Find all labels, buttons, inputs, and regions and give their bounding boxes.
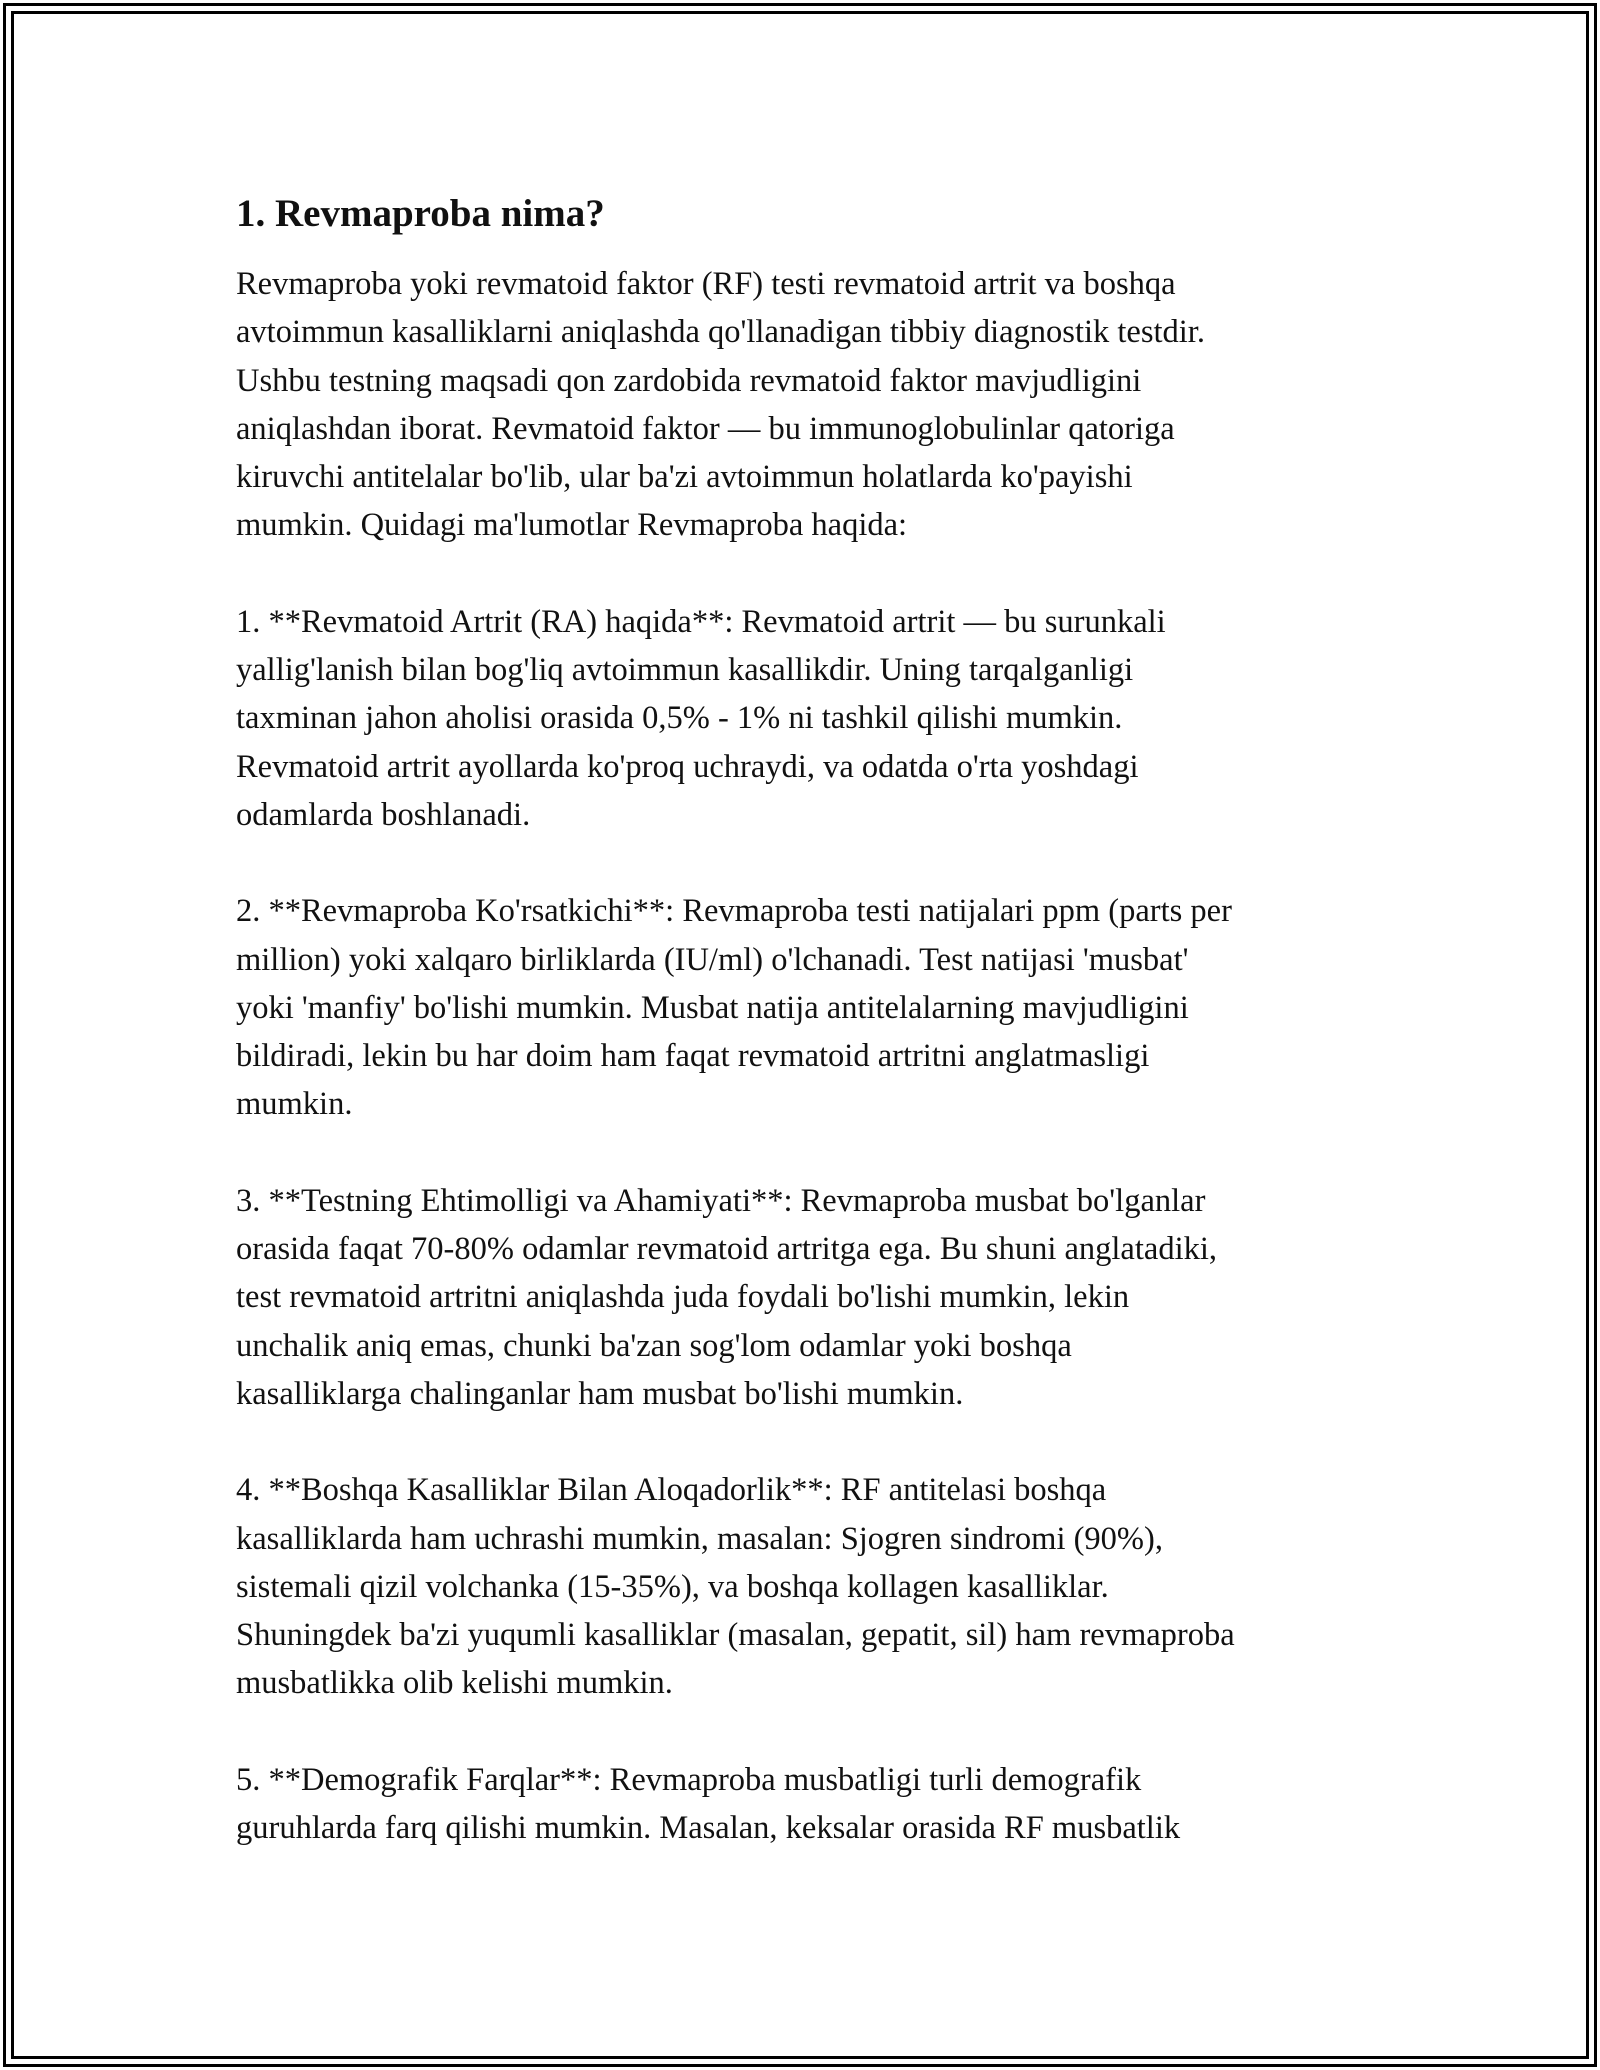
section-heading: 1. Revmaproba nima? [236,192,605,235]
intro-paragraph: Revmaproba yoki revmatoid faktor (RF) testi revmatoid artrit va boshqa avtoimmun kasalliklarni aniqlashda qo'llanadigan tibbiy diagnostik testdir. Ushbu testning maqsadi qon zardobida revmatoid faktor mavjudligini aniqlashdan iborat. Revmatoid faktor — bu immunoglobulinlar qatoriga kiruvchi antitelalar bo'lib, ular ba'zi avtoimmun holatlarda ko'payishi mumkin. Quidagi ma'lumotlar Revmaproba haqida: [236,266,1205,544]
list-item-other-diseases: 4. **Boshqa Kasalliklar Bilan Aloqadorlik**: RF antitelasi boshqa kasalliklarda ham uchrashi mumkin, masalan: Sjogren sindromi (90%), sistemali qizil volchanka (15-35%), va boshqa kollagen kasalliklar. Shuningdek ba'zi yuqumli kasalliklar (masalan, gepatit, sil) ham revmaproba musbatlikka olib kelishi mumkin. [236,1472,1235,1702]
list-item-test-significance: 3. **Testning Ehtimolligi va Ahamiyati**: Revmaproba musbat bo'lganlar orasida faqat 70-80% odamlar revmatoid artritga ega. Bu shuni anglatadiki, test revmatoid artritni aniqlashda juda foydali bo'lishi mumkin, lekin unchalik aniq emas, chunki ba'zan sog'lom odamlar yoki boshqa kasalliklarga chalinganlar ham musbat bo'lishi mumkin. [236,1182,1217,1412]
list-item-demographic-differences: 5. **Demografik Farqlar**: Revmaproba musbatligi turli demografik guruhlarda farq qilishi mumkin. Masalan, keksalar orasida RF musbatlik [236,1761,1181,1847]
list-item-test-indicator: 2. **Revmaproba Ko'rsatkichi**: Revmaproba testi natijalari ppm (parts per million) yoki xalqaro birliklarda (IU/ml) o'lchanadi. Test natijasi 'musbat' yoki 'manfiy' bo'lishi mumkin. Musbat natija antitelalarning mavjudligini bildiradi, lekin bu har doim ham faqat revmatoid artritni anglatmasligi mumkin. [236,893,1232,1123]
document-body [236,190,1376,1900]
list-item-rheumatoid-arthritis: 1. **Revmatoid Artrit (RA) haqida**: Revmatoid artrit — bu surunkali yallig'lanish bilan bog'liq avtoimmun kasallikdir. Uning tarqalganligi taxminan jahon aholisi orasida 0,5% - 1% ni tashkil qilishi mumkin. Revmatoid artrit ayollarda ko'proq uchraydi, va odatda o'rta yoshdagi odamlarda boshlanadi. [236,603,1166,833]
